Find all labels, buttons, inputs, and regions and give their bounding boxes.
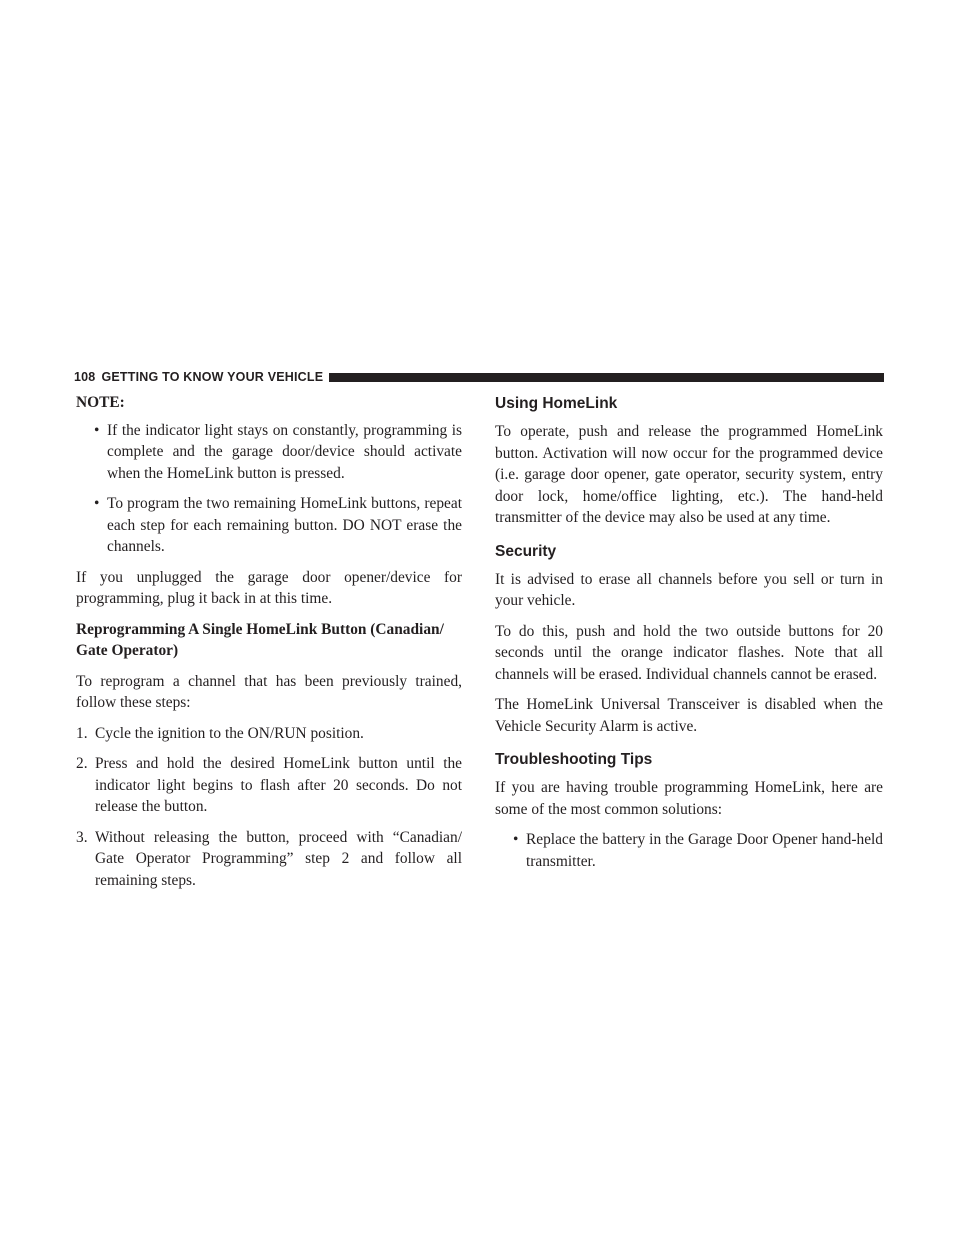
reprogram-intro: To reprogram a channel that has been previously trained, follow these steps: (76, 672, 462, 711)
troubleshooting-bullet-text: Replace the battery in the Garage Door Opener hand-held transmitter. (526, 831, 883, 870)
step-text: Without releasing the button, proceed with “Canadian/ Gate Operator Programming” step 2 and follow all remaining steps. (95, 828, 462, 889)
note-label: NOTE: (76, 394, 125, 411)
page-number: 108 (74, 370, 96, 384)
bullet-icon: • (513, 831, 519, 848)
security-paragraph: To do this, push and hold the two outside buttons for 20 seconds until the orange indicator flashes. Note that all channels will be erased. Individual channels cannot be erased. (495, 622, 883, 683)
header-rule (329, 373, 884, 382)
note-bullet (76, 420, 462, 485)
step-text: Cycle the ignition to the ON/RUN position. (95, 724, 364, 742)
security-paragraph: The HomeLink Universal Transceiver is disabled when the Vehicle Security Alarm is active. (495, 696, 883, 735)
left-column (76, 392, 462, 900)
note-bullet-text: If the indicator light stays on constantly, programming is complete and the garage door/device should activate when the HomeLink button is pressed. (107, 421, 462, 482)
troubleshooting-heading: Troubleshooting Tips (495, 751, 653, 768)
security-heading: Security (495, 542, 557, 560)
step-number: 3. (76, 828, 88, 846)
note-bullet-text: To program the two remaining HomeLink buttons, repeat each step for each remaining button. DO NOT erase the channels. (107, 495, 462, 555)
step-number: 1. (76, 724, 88, 742)
using-homelink-heading: Using HomeLink (495, 395, 618, 412)
step-text: Press and hold the desired HomeLink button until the indicator light begins to flash after 20 seconds. Do not release the button. (95, 755, 462, 815)
step-number: 2. (76, 755, 88, 772)
right-column (495, 392, 883, 881)
bullet-icon: • (94, 495, 100, 512)
page-header (74, 369, 884, 385)
using-homelink-paragraph: To operate, push and release the programmed HomeLink button. Activation will now occur for the programmed device (i.e. garage door opener, gate operator, security system, entry door lock, home/office lighting, etc.). The hand-held transmitter of the device may also be used at any time. (495, 423, 883, 526)
step-item (76, 723, 462, 745)
reprogramming-subheading: Reprogramming A Single HomeLink Button (Canadian/ Gate Operator) (76, 620, 444, 659)
section-title: GETTING TO KNOW YOUR VEHICLE (101, 370, 324, 384)
security-paragraph: It is advised to erase all channels before you sell or turn in your vehicle. (495, 570, 883, 609)
step-item (76, 827, 462, 892)
note-bullet (76, 493, 462, 558)
step-item (76, 753, 462, 818)
troubleshooting-bullet (495, 829, 883, 872)
unplugged-paragraph: If you unplugged the garage door opener/device for programming, plug it back in at this time. (76, 568, 462, 607)
troubleshooting-paragraph: If you are having trouble programming HomeLink, here are some of the most common solutions: (495, 779, 883, 818)
bullet-icon: • (94, 421, 100, 439)
